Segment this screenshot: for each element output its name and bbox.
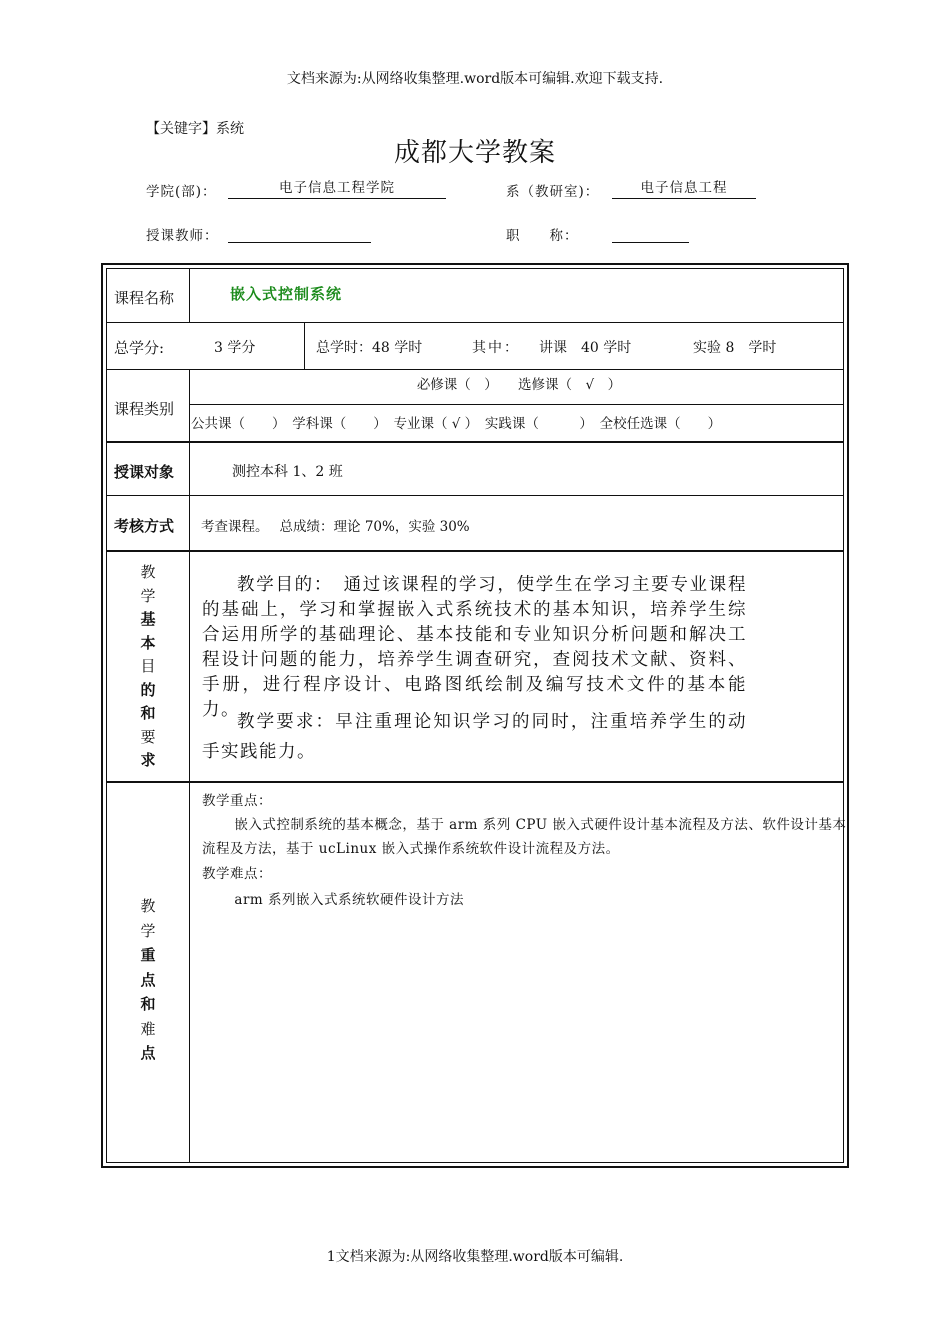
footer-note: 1文档来源为:从网络收集整理.word版本可编辑. xyxy=(326,1249,624,1265)
audience-value: 测控本科 1、2 班 xyxy=(232,464,343,480)
category-label: 课程类别 xyxy=(114,400,175,418)
row-divider xyxy=(107,550,843,552)
row-divider xyxy=(107,369,843,370)
row-divider xyxy=(107,441,843,443)
course-table xyxy=(101,263,849,1168)
rank-value xyxy=(612,224,689,243)
credits-value: 3 学分 xyxy=(214,340,256,356)
assessment-value: 考查课程。 总成绩：理论 70%，实验 30% xyxy=(201,519,470,535)
row-divider xyxy=(107,495,843,496)
assessment-label: 考核方式 xyxy=(114,517,175,535)
difficulty-text: arm 系列嵌入式系统软硬件设计方法 xyxy=(234,892,464,908)
college-value: 电子信息工程学院 xyxy=(228,180,446,199)
dept-label: 系（教研室)： xyxy=(506,184,600,200)
col-divider xyxy=(189,369,190,1162)
key-text: 嵌入式控制系统的基本概念，基于 arm 系列 CPU 嵌入式硬件设计基本流程及方法、软件设计基本流程及方法，基于 ucLinux 嵌入式操作系统软件设计流程及方法。 xyxy=(202,817,847,857)
key-title: 教学重点： xyxy=(202,793,272,809)
page-title: 成都大学教案 xyxy=(393,138,556,168)
col-divider xyxy=(304,322,305,369)
category-inner-divider xyxy=(189,404,843,405)
lab-hours: 实验 8 学时 xyxy=(693,340,777,356)
row-divider xyxy=(107,781,843,783)
dept-value: 电子信息工程 xyxy=(612,180,756,199)
audience-label: 授课对象 xyxy=(114,463,175,481)
objectives-label: 教 学 基 本 目 的 和 要 求 xyxy=(140,563,156,769)
course-name-value: 嵌入式控制系统 xyxy=(230,285,343,303)
course-name-label: 课程名称 xyxy=(114,289,175,307)
category-row-required: 必修课（ ） 选修课（ √ ） xyxy=(416,377,622,393)
lecture-hours: 讲课 40 学时 xyxy=(539,340,632,356)
header-note: 文档来源为:从网络收集整理.word版本可编辑.欢迎下载支持. xyxy=(286,71,664,87)
objectives-paragraph-1: 教学目的： 通过该课程的学习，使学生在学习主要专业课程的基础上，学习和掌握嵌入式系统技术的基本知识，培养学生综合运用所学的基础理论、基本技能和专业知识分析问题和解决工程设计问题的能力，培养学生调查研究，查阅技术文献、资料、手册，进行程序设计、电路图纸绘制及编写技术文件的基本能力。 xyxy=(202,575,747,720)
row-divider xyxy=(107,322,843,323)
hours-detail-label: 其中： xyxy=(472,340,520,356)
rank-label: 职 称： xyxy=(506,228,579,244)
teacher-value xyxy=(228,224,371,243)
keyword-label: 【关键字】系统 xyxy=(146,121,244,137)
credits-label: 总学分: xyxy=(114,339,165,357)
hours-label: 总学时：48 学时 xyxy=(316,340,423,356)
category-row-types: 公共课（ ） 学科课（ ） 专业课（ √ ） 实践课（ ） 全校任选课（ ） xyxy=(191,416,722,432)
objectives-paragraph-2: 教学要求：早注重理论知识学习的同时，注重培养学生的动手实践能力。 xyxy=(202,712,747,762)
course-table-inner xyxy=(106,268,847,1163)
col-divider xyxy=(189,269,190,322)
key-points-label: 教 学 重 点 和 难 点 xyxy=(140,897,156,1062)
difficulty-title: 教学难点： xyxy=(202,866,272,882)
college-label: 学院(部)： xyxy=(146,184,217,200)
teacher-label: 授课教师： xyxy=(146,228,219,244)
